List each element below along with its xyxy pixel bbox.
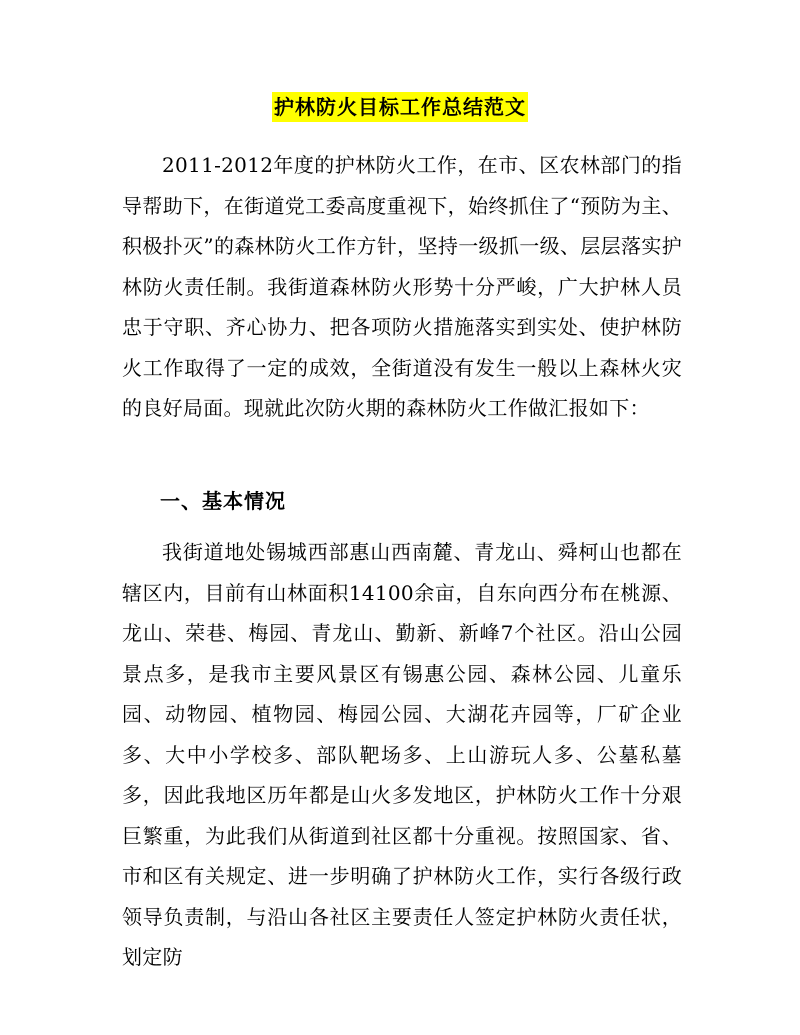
document-title: 护林防火目标工作总结范文	[272, 92, 528, 122]
section-heading-basic-info: 一、基本情况	[160, 489, 286, 513]
paragraph-intro: 2011-2012年度的护林防火工作，在市、区农林部门的指导帮助下，在街道党工委高度重视下，始终抓住了“预防为主、积极扑灭”的森林防火工作方针，坚持一级抓一级、层层落实护林防火责任制。我街道森林防火形势十分严峻，广大护林人员忠于守职、齐心协力、把各项防火措施落实到实处、使护林防火工作取得了一定的成效，全街道没有发生一般以上森林火灾的良好局面。现就此次防火期的森林防火工作做汇报如下：	[122, 153, 682, 420]
paragraph-basic-info: 我街道地处锡城西部惠山西南麓、青龙山、舜柯山也都在辖区内，目前有山林面积14100余亩，自东向西分布在桃源、龙山、荣巷、梅园、青龙山、勤新、新峰7个社区。沿山公园景点多，是我市主要风景区有锡惠公园、森林公园、儿童乐园、动物园、植物园、梅园公园、大湖花卉园等，厂矿企业多、大中小学校多、部队靶场多、上山游玩人多、公墓私墓多，因此我地区历年都是山火多发地区，护林防火工作十分艰巨繁重，为此我们从街道到社区都十分重视。按照国家、省、市和区有关规定、进一步明确了护林防火工作，实行各级行政领导负责制，与沿山各社区主要责任人签定护林防火责任状，划定防	[122, 540, 682, 969]
title-container	[0, 92, 800, 122]
